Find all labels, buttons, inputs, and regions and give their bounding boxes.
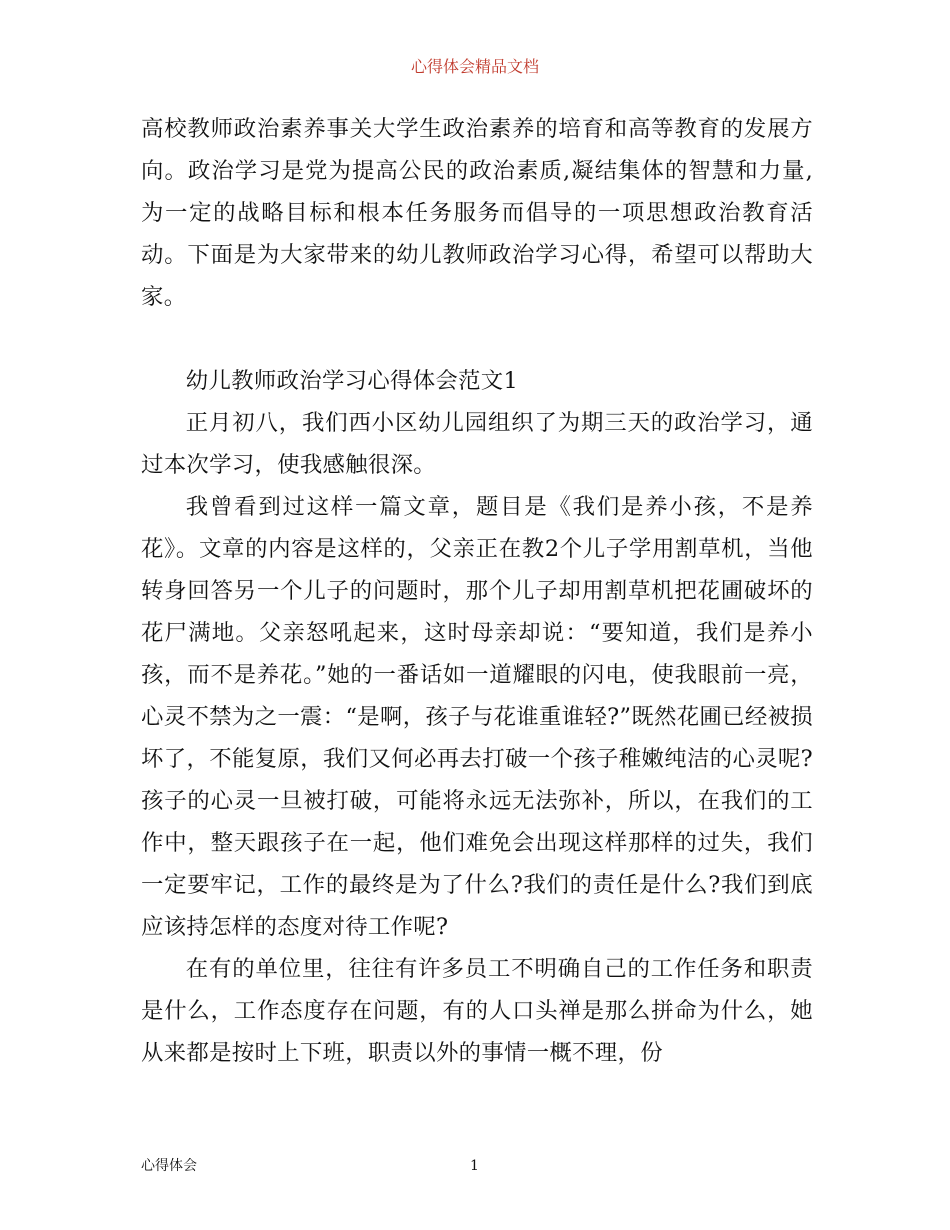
footer-label: 心得体会 <box>141 1158 197 1174</box>
section-title: 幼儿教师政治学习心得体会范文1 <box>185 368 519 394</box>
body-paragraph: 在有的单位里，往往有许多员工不明确自己的工作任务和职责是什么，工作态度存在问题，有的人口头禅是那么拼命为什么，她从来都是按时上下班，职责以外的事情一概不理，份 <box>141 956 813 1066</box>
body-paragraph: 我曾看到过这样一篇文章，题目是《我们是养小孩，不是养花》。文章的内容是这样的，父亲正在教2个儿子学用割草机，当他转身回答另一个儿子的问题时，那个儿子却用割草机把花圃破坏的花尸满地。父亲怒吼起来，这时母亲却说：“要知道，我们是养小孩，而不是养花。”她的一番话如一道耀眼的闪电，使我眼前一亮，心灵不禁为之一震：“是啊，孩子与花谁重谁轻?”既然花圃已经被损坏了，不能复原，我们又何必再去打破一个孩子稚嫩纯洁的心灵呢?孩子的心灵一旦被打破，可能将永远无法弥补，所以，在我们的工作中，整天跟孩子在一起，他们难免会出现这样那样的过失，我们一定要牢记，工作的最终是为了什么?我们的责任是什么?我们到底应该持怎样的态度对待工作呢? <box>141 494 813 940</box>
page-number: 1 <box>470 1158 479 1174</box>
page-header-title: 心得体会精品文档 <box>410 57 539 76</box>
paragraph-gap <box>141 318 813 360</box>
document-body <box>141 108 813 1074</box>
intro-paragraph: 高校教师政治素养事关大学生政治素养的培育和高等教育的发展方向。政治学习是党为提高公民的政治素质,凝结集体的智慧和力量,为一定的战略目标和根本任务服务而倡导的一项思想政治教育活动。下面是为大家带来的幼儿教师政治学习心得，希望可以帮助大家。 <box>141 116 813 310</box>
body-paragraph: 正月初八，我们西小区幼儿园组织了为期三天的政治学习，通过本次学习，使我感触很深。 <box>141 410 813 478</box>
